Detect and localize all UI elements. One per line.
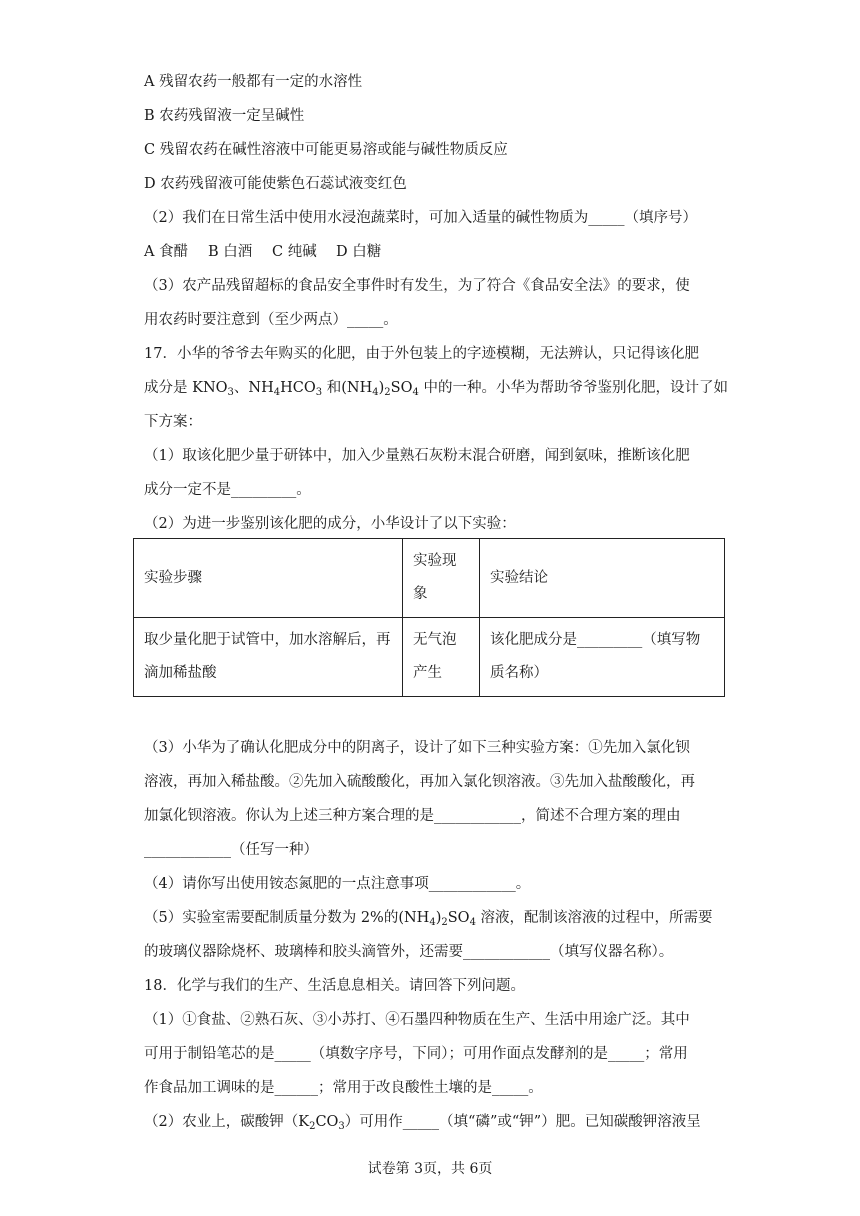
q17-part1-line2: 成分一定不是_________。 xyxy=(144,482,311,498)
q17-part5-line1: （5）实验室需要配制质量分数为 2%的$(NH_4)_2SO_4$ 溶液，配制该溶液的过程中，所需要 xyxy=(144,910,713,928)
table-cell: 该化肥成分是_________（填写物 质名称） xyxy=(480,618,725,697)
q17-stem-line1: 17．小华的爷爷去年购买的化肥，由于外包装上的字迹模糊，无法辨认，只记得该化肥 xyxy=(144,346,699,362)
q16-part2: （2）我们在日常生活中使用水浸泡蔬菜时，可加入适量的碱性物质为_____（填序号） xyxy=(144,210,697,226)
q16-option-a: A 残留农药一般都有一定的水溶性 xyxy=(144,74,363,90)
q18-part2: （2）农业上，碳酸钾$(K_2CO_3)$可用作_____（填“磷”或“钾”）肥。已知碳酸钾溶液呈 xyxy=(144,1114,701,1132)
q16-part2-option: D 白糖 xyxy=(336,244,382,260)
q16-part3-line1: （3）农产品残留超标的食品安全事件时有发生，为了符合《食品安全法》的要求，使 xyxy=(144,278,690,294)
q17-stem-line3: 下方案： xyxy=(144,414,202,430)
q17-part3-line2: 溶液，再加入稀盐酸。②先加入硫酸酸化，再加入氯化钡溶液。③先加入盐酸酸化，再 xyxy=(144,774,695,790)
q17-part4: （4）请你写出使用铵态氮肥的一点注意事项____________。 xyxy=(144,876,531,892)
q16-option-d: D 农药残留液可能使紫色石蕊试液变红色 xyxy=(144,176,407,192)
q17-part5-line2: 的玻璃仪器除烧杯、玻璃棒和胶头滴管外，还需要____________（填写仪器名称）。 xyxy=(144,944,674,960)
q16-part2-option: B 白酒 xyxy=(208,244,253,260)
q16-part3-line2: 用农药时要注意到（至少两点）_____。 xyxy=(144,312,398,328)
q16-option-c: C 残留农药在碱性溶液中可能更易溶或能与碱性物质反应 xyxy=(144,142,508,158)
q18-part1-line1: （1）①食盐、②熟石灰、③小苏打、④石墨四种物质在生产、生活中用途广泛。其中 xyxy=(144,1012,690,1028)
table-cell: 无气泡 产生 xyxy=(403,618,480,697)
q17-part1-line1: （1）取该化肥少量于研钵中，加入少量熟石灰粉末混合研磨，闻到氨味，推断该化肥 xyxy=(144,448,690,464)
table-header-cell: 实验步骤 xyxy=(134,539,403,618)
q17-part3-line1: （3）小华为了确认化肥成分中的阴离子，设计了如下三种实验方案：①先加入氯化钡 xyxy=(144,740,690,756)
q17-stem-line2: 成分是 $KNO_3$、$NH_4HCO_3$ 和$(NH_4)_2SO_4$ 中的一种。小华为帮助爷爷鉴别化肥，设计了如 xyxy=(144,380,728,398)
table-row xyxy=(134,618,725,697)
q17-part2: （2）为进一步鉴别该化肥的成分，小华设计了以下实验： xyxy=(144,516,516,532)
q16-part2-option: C 纯碱 xyxy=(272,244,317,260)
table-cell: 取少量化肥于试管中，加水溶解后，再 滴加稀盐酸 xyxy=(134,618,403,697)
table-header-cell: 实验现 象 xyxy=(403,539,480,618)
q18-stem: 18．化学与我们的生产、生活息息相关。请回答下列问题。 xyxy=(144,978,525,994)
table-header-row xyxy=(134,539,725,618)
q18-part1-line3: 作食品加工调味的是______；常用于改良酸性土壤的是_____。 xyxy=(144,1080,543,1096)
q16-part2-options xyxy=(144,242,381,262)
experiment-table xyxy=(133,538,725,697)
q17-part3-line4: ____________（任写一种） xyxy=(144,842,318,858)
q16-option-b: B 农药残留液一定呈碱性 xyxy=(144,108,305,124)
q18-part1-line2: 可用于制铅笔芯的是_____（填数字序号，下同）；可用作面点发酵剂的是_____；常用 xyxy=(144,1046,688,1062)
table-header-cell: 实验结论 xyxy=(480,539,725,618)
q17-part3-line3: 加氯化钡溶液。你认为上述三种方案合理的是____________，简述不合理方案的理由 xyxy=(144,808,681,824)
page-footer: 试卷第 3页，共 6页 xyxy=(367,1161,493,1177)
q16-part2-option: A 食醋 xyxy=(144,244,189,260)
